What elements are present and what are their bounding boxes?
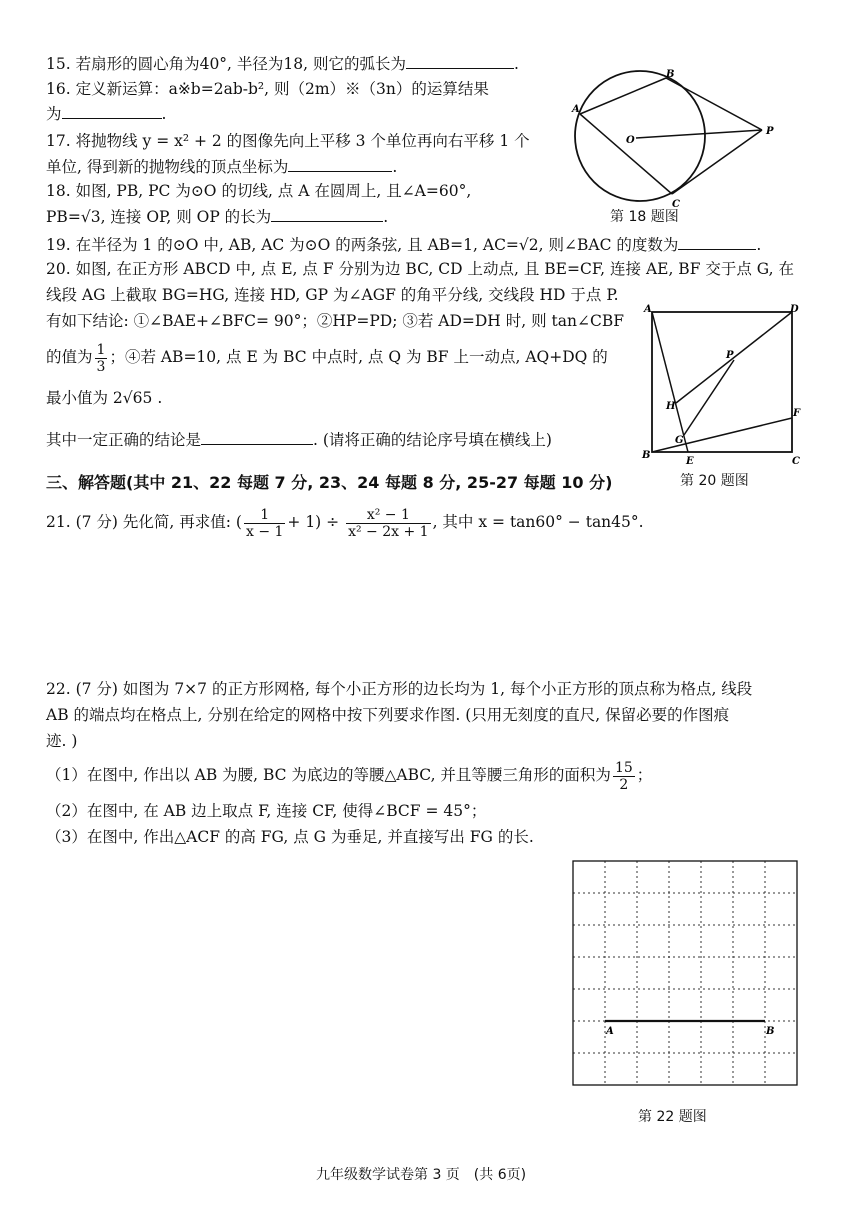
q21-f1-den: x − 1 [245, 523, 284, 540]
fig18-label-b: B [666, 69, 675, 80]
fig18-tangent-pc [672, 130, 762, 194]
q16-prefix: 为 [46, 105, 62, 123]
q22-part2: （2）在图中, 在 AB 边上取点 F, 连接 CF, 使得∠BCF = 45°； [46, 802, 487, 820]
fig22-label-a: A [606, 1026, 614, 1037]
q15-end: . [513, 55, 519, 73]
question-15 [46, 52, 519, 75]
fig22-caption: 第 22 题图 [638, 1109, 707, 1125]
page-footer: 九年级数学试卷第 3 页 (共 6页) [316, 1167, 527, 1183]
fig18-caption: 第 18 题图 [610, 209, 679, 225]
fig18-label-o: O [626, 135, 635, 146]
q18-end: . [383, 208, 389, 226]
q20-line4-prefix: 的值为 [46, 348, 93, 366]
q19-sqrt2: √2 [518, 236, 539, 254]
q21-f1-num: 1 [244, 507, 285, 524]
q16-answer-blank[interactable] [62, 102, 162, 119]
fig20-label-e: E [686, 456, 694, 467]
q22-line2: AB 的端点均在格点上, 分别在给定的网格中按下列要求作图. (只用无刻度的直尺, 保留必要的作图痕 [46, 706, 730, 724]
q16-line1: 16. 定义新运算：a※b=2ab-b², 则（2m）※（3n）的运算结果 [46, 80, 489, 98]
q20-line6-suffix: . (请将正确的结论序号填在横线上) [313, 431, 552, 449]
fig20-label-g: G [675, 435, 684, 446]
q20-frac-den: 3 [96, 358, 106, 375]
q22-part1-text: （1）在图中, 作出以 AB 为腰, BC 为底边的等腰△ABC, 并且等腰三角形的面积为 [46, 766, 611, 784]
fig20-label-a: A [644, 304, 652, 315]
q17-prefix: 单位, 得到新的抛物线的顶点坐标为 [46, 158, 289, 176]
fig20-segment-gp [684, 360, 734, 435]
q19-text: 19. 在半径为 1 的⊙O 中, AB, AC 为⊙O 的两条弦, 且 AB=1, AC= [46, 236, 519, 254]
q20-line2: 线段 AG 上截取 BG=HG, 连接 HD, GP 为∠AGF 的角平分线, 交线段 HD 于点 P. [46, 286, 619, 304]
q22-line1: 22. (7 分) 如图为 7×7 的正方形网格, 每个小正方形的边长均为 1, 每个小正方形的顶点称为格点, 线段 [46, 680, 753, 698]
fig22-label-b: B [766, 1026, 775, 1037]
q21-fraction-2 [346, 507, 430, 540]
q21-suffix: , 其中 x = tan60° − tan45°. [432, 513, 644, 531]
fig20-segment-bf [652, 418, 792, 452]
q20-line6 [46, 428, 552, 451]
q21-f2-den: x² − 2x + 1 [348, 523, 429, 540]
q22-part3: （3）在图中, 作出△ACF 的高 FG, 点 G 为垂足, 并直接写出 FG 的长. [46, 828, 534, 846]
fig20-square [652, 312, 792, 452]
q17-line2 [46, 155, 397, 178]
q17-line1: 17. 将抛物线 y = x² + 2 的图像先向上平移 3 个单位再向右平移 1 个 [46, 132, 530, 150]
q16-line2 [46, 102, 166, 125]
fig18-label-a: A [572, 104, 580, 115]
figure-20 [640, 300, 810, 470]
q22-line3: 迹. ) [46, 732, 78, 750]
q20-line4-rest: ；④若 AB=10, 点 E 为 BC 中点时, 点 Q 为 BF 上一动点, AQ+DQ 的 [109, 348, 608, 366]
q18-sqrt3: √3 [80, 208, 101, 226]
question-21: 21. (7 分) 先化简, 再求值: ( $\frac{1}{x - 1}$ + 1) ÷ $\frac{\text{x² − 1}}{\text{x² − 2x + 1}}$ , 其中 x = tan60° − tan45°. [46, 506, 644, 540]
q18-line1: 18. 如图, PB, PC 为⊙O 的切线, 点 A 在圆周上, 且∠A=60°, [46, 182, 472, 200]
q20-line1: 20. 如图, 在正方形 ABCD 中, 点 E, 点 F 分别为边 BC, CD 上动点, 且 BE=CF, 连接 AE, BF 交于点 G, 在 [46, 260, 794, 278]
fig18-label-p: P [766, 126, 774, 137]
q20-line5: 最小值为 2√65 . [46, 389, 163, 407]
section-3-heading: 三、解答题(其中 21、22 每题 7 分, 23、24 每题 8 分, 25-27 每题 10 分) [46, 473, 613, 492]
q20-frac-num: 1 [96, 341, 106, 358]
q19-answer-blank[interactable] [678, 233, 756, 250]
q22-fraction [613, 760, 635, 793]
fig20-label-f: F [793, 408, 801, 419]
figure-18 [570, 68, 790, 218]
figure-22-grid [565, 853, 805, 1093]
fig20-label-h: H [666, 401, 676, 412]
q19-text2: , 则∠BAC 的度数为 [538, 236, 679, 254]
q20-line4 [46, 340, 608, 375]
fig18-circle [575, 71, 705, 201]
fig20-segment-hd [676, 312, 792, 403]
fig20-segment-ae [652, 312, 688, 452]
fig22-grid-border [573, 861, 797, 1085]
fig22-grid-lines [573, 861, 797, 1085]
q19-end: . [756, 236, 762, 254]
q22-part1-end: ； [636, 766, 653, 784]
q20-line6-prefix: 其中一定正确的结论是 [46, 431, 202, 449]
fig18-tangent-pb [666, 78, 762, 130]
q20-fraction [95, 342, 108, 375]
q22-frac-den: 2 [619, 776, 629, 793]
fig20-label-p: P [726, 350, 734, 361]
fig18-segment-op [636, 130, 762, 138]
q21-plus: + 1) ÷ [287, 513, 340, 531]
q17-answer-blank[interactable] [288, 155, 392, 172]
q16-end: . [161, 105, 167, 123]
q22-frac-num: 15 [614, 759, 633, 776]
q18-line2 [46, 205, 388, 228]
q15-text: 15. 若扇形的圆心角为40°, 半径为18, 则它的弧长为 [46, 55, 406, 73]
q21-prefix: 21. (7 分) 先化简, 再求值: [46, 513, 231, 531]
fig20-label-c: C [792, 456, 800, 467]
q15-answer-blank[interactable] [406, 52, 514, 69]
fig20-label-d: D [790, 304, 799, 315]
q21-f2-num: x² − 1 [346, 507, 430, 524]
q21-fraction-1 [244, 507, 285, 540]
fig20-label-b: B [642, 450, 651, 461]
q17-end: . [392, 158, 398, 176]
fig18-label-c: C [672, 199, 680, 210]
q18-answer-blank[interactable] [271, 205, 383, 222]
q18-text: , 连接 OP, 则 OP 的长为 [100, 208, 272, 226]
q18-pb: PB= [46, 208, 81, 226]
q20-line3: 有如下结论: ①∠BAE+∠BFC= 90°；②HP=PD; ③若 AD=DH 时, 则 tan∠CBF [46, 312, 624, 330]
q22-part1 [46, 756, 652, 794]
fig20-caption: 第 20 题图 [680, 473, 749, 489]
question-19 [46, 233, 761, 256]
fig18-chord-ab [580, 78, 666, 114]
q20-answer-blank[interactable] [201, 428, 313, 445]
